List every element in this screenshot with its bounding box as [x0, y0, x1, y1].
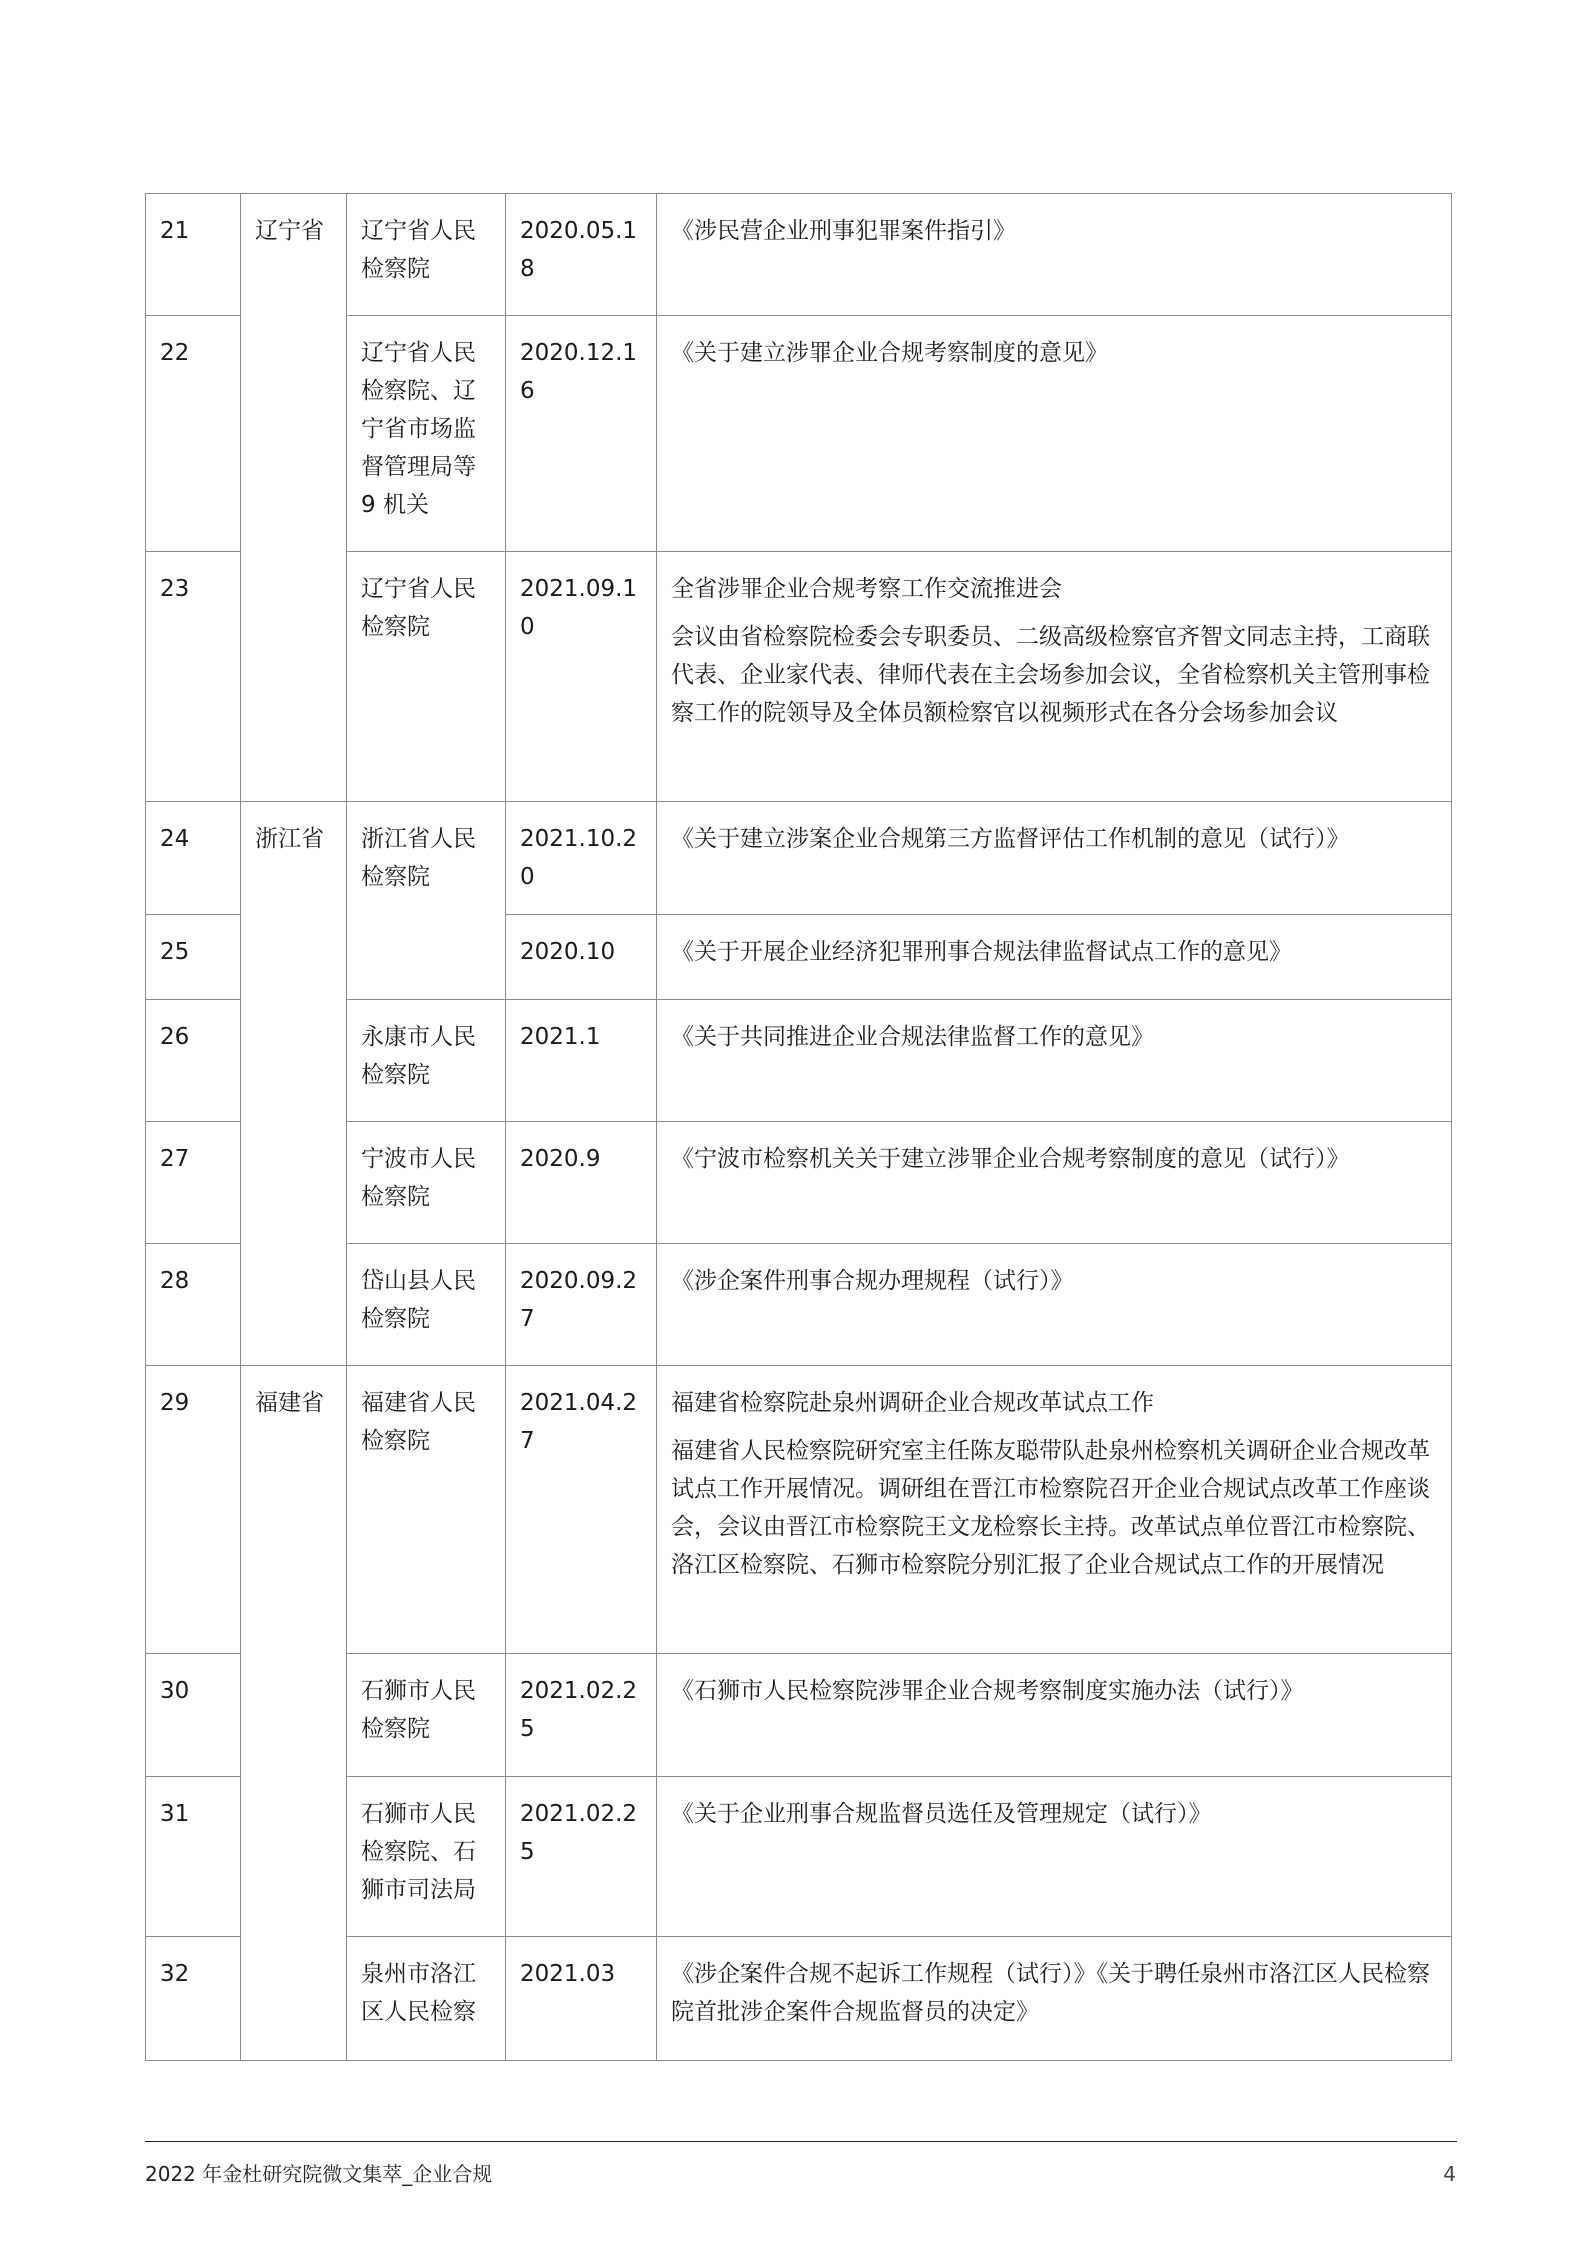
- content-cell: [657, 1366, 1452, 1654]
- org-cell: 石狮市人民检察院: [347, 1654, 506, 1777]
- regulation-table: [145, 193, 1452, 2061]
- date-cell: 2021.10.20: [506, 802, 657, 915]
- org-cell: 岱山县人民检察院: [347, 1244, 506, 1366]
- date-cell: 2021.02.25: [506, 1654, 657, 1777]
- row-number: 31: [146, 1777, 241, 1937]
- content-text: 《关于建立涉案企业合规第三方监督评估工作机制的意见（试行）》: [671, 826, 1350, 852]
- table-row: [146, 802, 1452, 915]
- content-text: 《涉企案件合规不起诉工作规程（试行）》《关于聘任泉州市洛江区人民检察院首批涉企案件合规监督员的决定》: [671, 1961, 1430, 2025]
- org-cell: 石狮市人民检察院、石狮市司法局: [347, 1777, 506, 1937]
- row-number: 21: [146, 194, 241, 316]
- org-cell: 福建省人民检察院: [347, 1366, 506, 1654]
- org-cell: 辽宁省人民检察院、辽宁省市场监督管理局等 9 机关: [347, 316, 506, 552]
- row-number: 32: [146, 1937, 241, 2061]
- date-cell: 2021.1: [506, 1000, 657, 1122]
- content-cell: [657, 552, 1452, 802]
- date-cell: 2020.12.16: [506, 316, 657, 552]
- province-cell: 福建省: [241, 1366, 347, 2061]
- row-number: 28: [146, 1244, 241, 1366]
- table-row: [146, 194, 1452, 316]
- content-cell: [657, 1244, 1452, 1366]
- date-cell: 2020.9: [506, 1122, 657, 1244]
- content-cell: [657, 915, 1452, 1000]
- content-title: 全省涉罪企业合规考察工作交流推进会: [671, 576, 1062, 602]
- table-row: [146, 1366, 1452, 1654]
- row-number: 24: [146, 802, 241, 915]
- row-number: 30: [146, 1654, 241, 1777]
- row-number: 22: [146, 316, 241, 552]
- row-number: 29: [146, 1366, 241, 1654]
- row-number: 27: [146, 1122, 241, 1244]
- page-number: 4: [1443, 2162, 1456, 2186]
- content-text: 福建省人民检察院研究室主任陈友聪带队赴泉州检察机关调研企业合规改革试点工作开展情况。调研组在晋江市检察院召开企业合规试点改革工作座谈会，会议由晋江市检察院王文龙检察长主持。改革试点单位晋江市检察院、洛江区检察院、石狮市检察院分别汇报了企业合规试点工作的开展情况: [671, 1438, 1430, 1578]
- content-text: 《涉企案件刑事合规办理规程（试行）》: [671, 1268, 1074, 1294]
- org-cell: 浙江省人民检察院: [347, 802, 506, 1000]
- row-number: 26: [146, 1000, 241, 1122]
- org-cell: 辽宁省人民检察院: [347, 194, 506, 316]
- org-cell: 永康市人民检察院: [347, 1000, 506, 1122]
- content-cell: [657, 194, 1452, 316]
- date-cell: 2021.04.27: [506, 1366, 657, 1654]
- content-text: 《关于企业刑事合规监督员选任及管理规定（试行）》: [671, 1801, 1212, 1827]
- province-cell: 辽宁省: [241, 194, 347, 802]
- content-cell: [657, 316, 1452, 552]
- content-text: 《关于建立涉罪企业合规考察制度的意见》: [671, 340, 1108, 366]
- content-text: 《关于开展企业经济犯罪刑事合规法律监督试点工作的意见》: [671, 939, 1292, 965]
- date-cell: 2021.02.25: [506, 1777, 657, 1937]
- date-cell: 2020.05.18: [506, 194, 657, 316]
- content-text: 会议由省检察院检委会专职委员、二级高级检察官齐智文同志主持，工商联代表、企业家代表、律师代表在主会场参加会议，全省检察机关主管刑事检察工作的院领导及全体员额检察官以视频形式在各分会场参加会议: [671, 624, 1430, 726]
- content-cell: [657, 1654, 1452, 1777]
- footer-divider: [145, 2141, 1457, 2142]
- content-text: 《石狮市人民检察院涉罪企业合规考察制度实施办法（试行）》: [671, 1678, 1304, 1704]
- content-cell: [657, 1122, 1452, 1244]
- province-cell: 浙江省: [241, 802, 347, 1366]
- content-cell: [657, 1000, 1452, 1122]
- org-cell: 辽宁省人民检察院: [347, 552, 506, 802]
- org-cell: 泉州市洛江区人民检察: [347, 1937, 506, 2061]
- content-cell: [657, 1777, 1452, 1937]
- content-text: 《涉民营企业刑事犯罪案件指引》: [671, 218, 1016, 244]
- date-cell: 2020.09.27: [506, 1244, 657, 1366]
- content-text: 《宁波市检察机关关于建立涉罪企业合规考察制度的意见（试行）》: [671, 1146, 1350, 1172]
- date-cell: 2020.10: [506, 915, 657, 1000]
- content-cell: [657, 1937, 1452, 2061]
- date-cell: 2021.03: [506, 1937, 657, 2061]
- date-cell: 2021.09.10: [506, 552, 657, 802]
- row-number: 23: [146, 552, 241, 802]
- content-cell: [657, 802, 1452, 915]
- row-number: 25: [146, 915, 241, 1000]
- content-text: 《关于共同推进企业合规法律监督工作的意见》: [671, 1024, 1154, 1050]
- org-cell: 宁波市人民检察院: [347, 1122, 506, 1244]
- footer-title: 2022 年金杜研究院微文集萃_企业合规: [145, 2162, 493, 2186]
- content-title: 福建省检察院赴泉州调研企业合规改革试点工作: [671, 1390, 1154, 1416]
